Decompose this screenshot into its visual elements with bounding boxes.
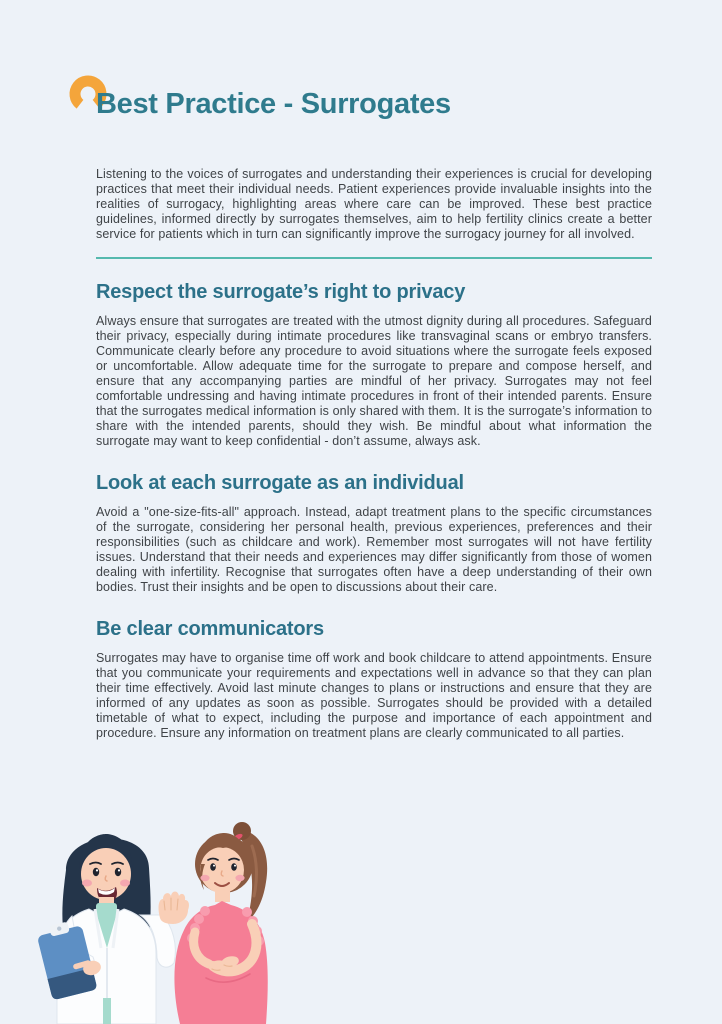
page-title: Best Practice - Surrogates <box>96 88 451 120</box>
page-header <box>68 74 628 126</box>
surrogate-figure <box>174 822 267 1024</box>
section-communicators-heading: Be clear communicators <box>96 618 324 640</box>
section-communicators <box>96 617 652 741</box>
doctor-figure <box>35 834 189 1024</box>
section-individual-body: Avoid a "one-size-fits-all" approach. Instead, adapt treatment plans to the specific circumstances of the surrogate, considering her personal health, previous experiences, preferences and their responsibilities (such as childcare and work). Remember most surrogates will not have fertility issues. Understand that their needs and experiences may differ significantly from those of women dealing with infertility. Recognise that surrogates often have a deep understanding of their own bodies. Trust their insights and be open to discussions about their care. <box>96 505 652 594</box>
section-privacy-heading: Respect the surrogate’s right to privacy <box>96 281 466 303</box>
section-privacy-body: Always ensure that surrogates are treated with the utmost dignity during all procedures. Safeguard their privacy, especially during intimate procedures like transvaginal scans or embryo transfers. Communicate clearly before any procedure to avoid situations where the surrogate feels exposed or uncomfortable. Allow adequate time for the surrogate to prepare and compose herself, and ensure that any accompanying parties are mindful of her privacy. Surrogates may not feel comfortable undressing and having intimate procedures in front of their intended parents. Ensure that the surrogates medical information is only shared with them. It is the surrogate’s information to share with the intended parents, should they wish. Be mindful about what information the surrogate may want to keep confidential - don’t assume, always ask. <box>96 314 652 448</box>
content-column <box>96 167 652 741</box>
section-divider <box>96 257 652 259</box>
section-individual-heading: Look at each surrogate as an individual <box>96 472 464 494</box>
section-privacy <box>96 280 652 449</box>
doctor-surrogate-illustration-icon <box>0 812 302 1024</box>
section-individual <box>96 471 652 595</box>
intro-paragraph: Listening to the voices of surrogates and understanding their experiences is crucial for developing practices that meet their individual needs. Patient experiences provide invaluable insights into the realities of surrogacy, highlighting areas where care can be improved. These best practice guidelines, informed directly by surrogates themselves, aim to help fertility clinics create a better service for patients which in turn can significantly improve the surrogacy journey for all involved. <box>96 167 652 241</box>
section-communicators-body: Surrogates may have to organise time off work and book childcare to attend appointments. Ensure that you communicate your requirements and expectations well in advance so that they can plan their time effectively. Avoid last minute changes to plans or instructions and ensure that they are informed of any updates as soon as possible. Surrogates should be provided with a detailed timetable of what to expect, including the purpose and importance of each appointment and procedure. Ensure any information on treatment plans are clearly communicated to all parties. <box>96 651 652 740</box>
